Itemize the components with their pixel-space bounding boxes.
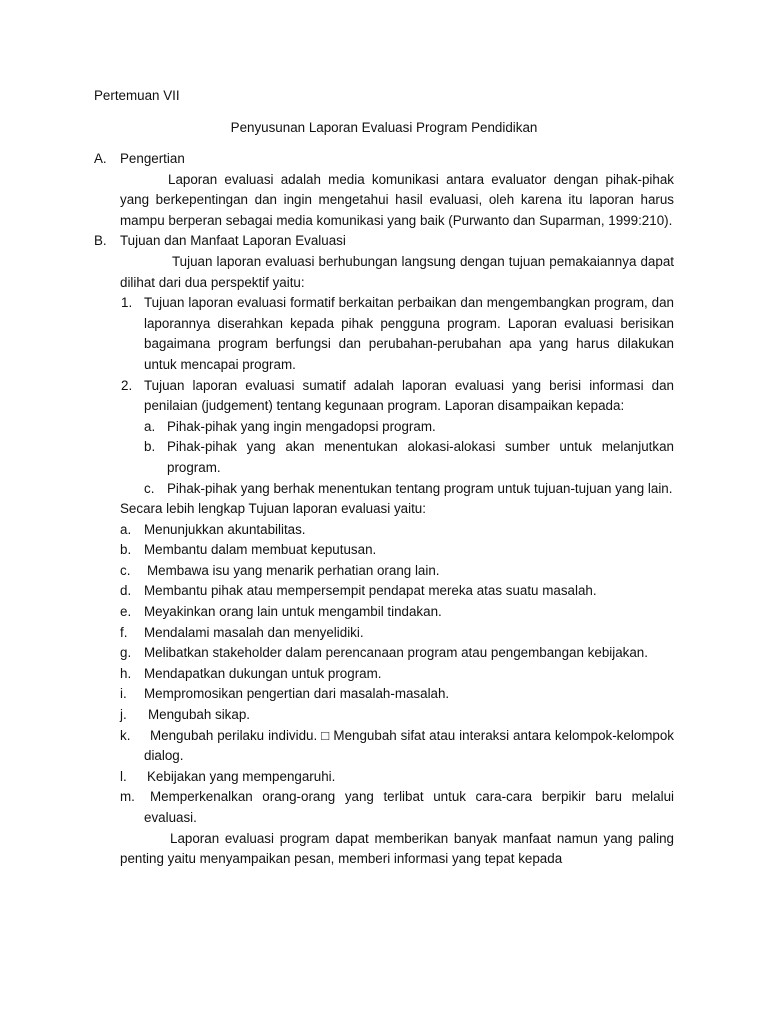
purpose-item [94,767,674,788]
section-label: B. [94,233,107,249]
purpose-label: j. [120,707,127,723]
purpose-item [94,540,674,561]
purpose-text: Mendapatkan dukungan untuk program. [144,665,382,681]
document-title: Penyusunan Laporan Evaluasi Program Pendidikan [230,120,538,135]
sub-item-c [94,479,674,500]
purpose-text: Mengubah perilaku individu. □ Mengubah sifat atau interaksi antara kelompok-kelompok dialog. [144,727,674,764]
sub-item-label: b. [144,439,156,455]
purpose-label: k. [120,727,131,743]
purpose-item [94,787,674,828]
section-label: A. [94,151,107,166]
item-number: 1. [121,295,133,311]
item-number: 2. [121,377,133,393]
section-a-heading [94,149,674,170]
purpose-text: Mengubah sikap. [148,707,250,723]
purpose-item [94,602,674,623]
section-b-paragraph: Tujuan laporan evaluasi berhubungan langsung dengan tujuan pemakaiannya dapat dilihat dari dua perspektif yaitu: [120,253,674,290]
purpose-text: Mendalami masalah dan menyelidiki. [144,624,364,640]
purposes-intro: Secara lebih lengkap Tujuan laporan evaluasi yaitu: [120,501,426,517]
purpose-label: a. [120,521,132,537]
purpose-label: c. [120,562,131,578]
purpose-item [94,643,674,664]
purpose-text: Membantu dalam membuat keputusan. [144,542,377,558]
purpose-text: Memperkenalkan orang-orang yang terlibat untuk cara-cara berpikir baru melalui evaluasi. [144,789,674,825]
purpose-label: i. [120,686,127,702]
purpose-item [94,664,674,685]
purpose-text: Membantu pihak atau mempersempit pendapat mereka atas suatu masalah. [144,583,597,599]
purpose-label: m. [120,789,135,805]
purpose-label: g. [120,645,132,661]
purpose-label: d. [120,583,132,599]
section-heading: Pengertian [120,151,185,166]
purpose-text: Menunjukkan akuntabilitas. [144,521,306,537]
sub-item-text: Pihak-pihak yang berhak menentukan tentang program untuk tujuan-tujuan yang lain. [167,480,673,496]
purpose-item [94,623,674,644]
sub-item-label: a. [144,418,156,434]
purpose-label: b. [120,542,132,558]
purpose-label: h. [120,665,132,681]
section-heading: Tujuan dan Manfaat Laporan Evaluasi [120,233,346,249]
purpose-text: Meyakinkan orang lain untuk mengambil tindakan. [144,604,442,620]
purpose-label: e. [120,604,132,620]
sub-item-text: Pihak-pihak yang ingin mengadopsi program. [167,418,436,434]
meeting-label: Pertemuan VII [94,88,180,103]
item-text: Tujuan laporan evaluasi formatif berkaitan perbaikan dan mengembangkan program, dan laporannya diserahkan kepada pihak pengguna program. Laporan evaluasi berisikan bagaimana program berfungsi dan perubahan-perubahan apa yang harus dilakukan untuk mencapai program. [144,295,674,372]
closing-paragraph: Laporan evaluasi program dapat memberikan banyak manfaat namun yang paling penting yaitu menyampaikan pesan, memberi informasi yang tepat kepada [120,830,674,867]
purpose-text: Melibatkan stakeholder dalam perencanaan program atau pengembangan kebijakan. [144,645,648,661]
section-b-heading [94,231,674,252]
sub-item-a [94,417,674,438]
sub-item-b [94,437,674,478]
numbered-item-2 [94,376,674,417]
document-body [94,149,674,870]
purpose-label: l. [120,768,127,784]
purpose-item [94,520,674,541]
sub-item-label: c. [144,480,155,496]
sub-item-text: Pihak-pihak yang akan menentukan alokasi-alokasi sumber untuk melanjutkan program. [167,439,674,475]
purpose-text: Membawa isu yang menarik perhatian orang lain. [147,562,440,578]
purpose-label: f. [120,624,128,640]
purpose-text: Mempromosikan pengertian dari masalah-masalah. [144,686,450,702]
item-text: Tujuan laporan evaluasi sumatif adalah laporan evaluasi yang berisi informasi dan penilaian (judgement) tentang kegunaan program. Laporan disampaikan kepada: [144,377,674,414]
purpose-item [94,581,674,602]
section-a-paragraph: Laporan evaluasi adalah media komunikasi antara evaluator dengan pihak-pihak yang berkepentingan dan ingin mengetahui hasil evaluasi, oleh karena itu laporan harus mampu berperan sebagai media komunikasi yang baik (Purwanto dan Suparman, 1999:210). [120,171,674,228]
purpose-item [94,561,674,582]
numbered-item-1 [94,293,674,375]
purpose-item [94,726,674,767]
purpose-text: Kebijakan yang mempengaruhi. [147,768,336,784]
purpose-item [94,684,674,705]
purpose-item [94,705,674,726]
